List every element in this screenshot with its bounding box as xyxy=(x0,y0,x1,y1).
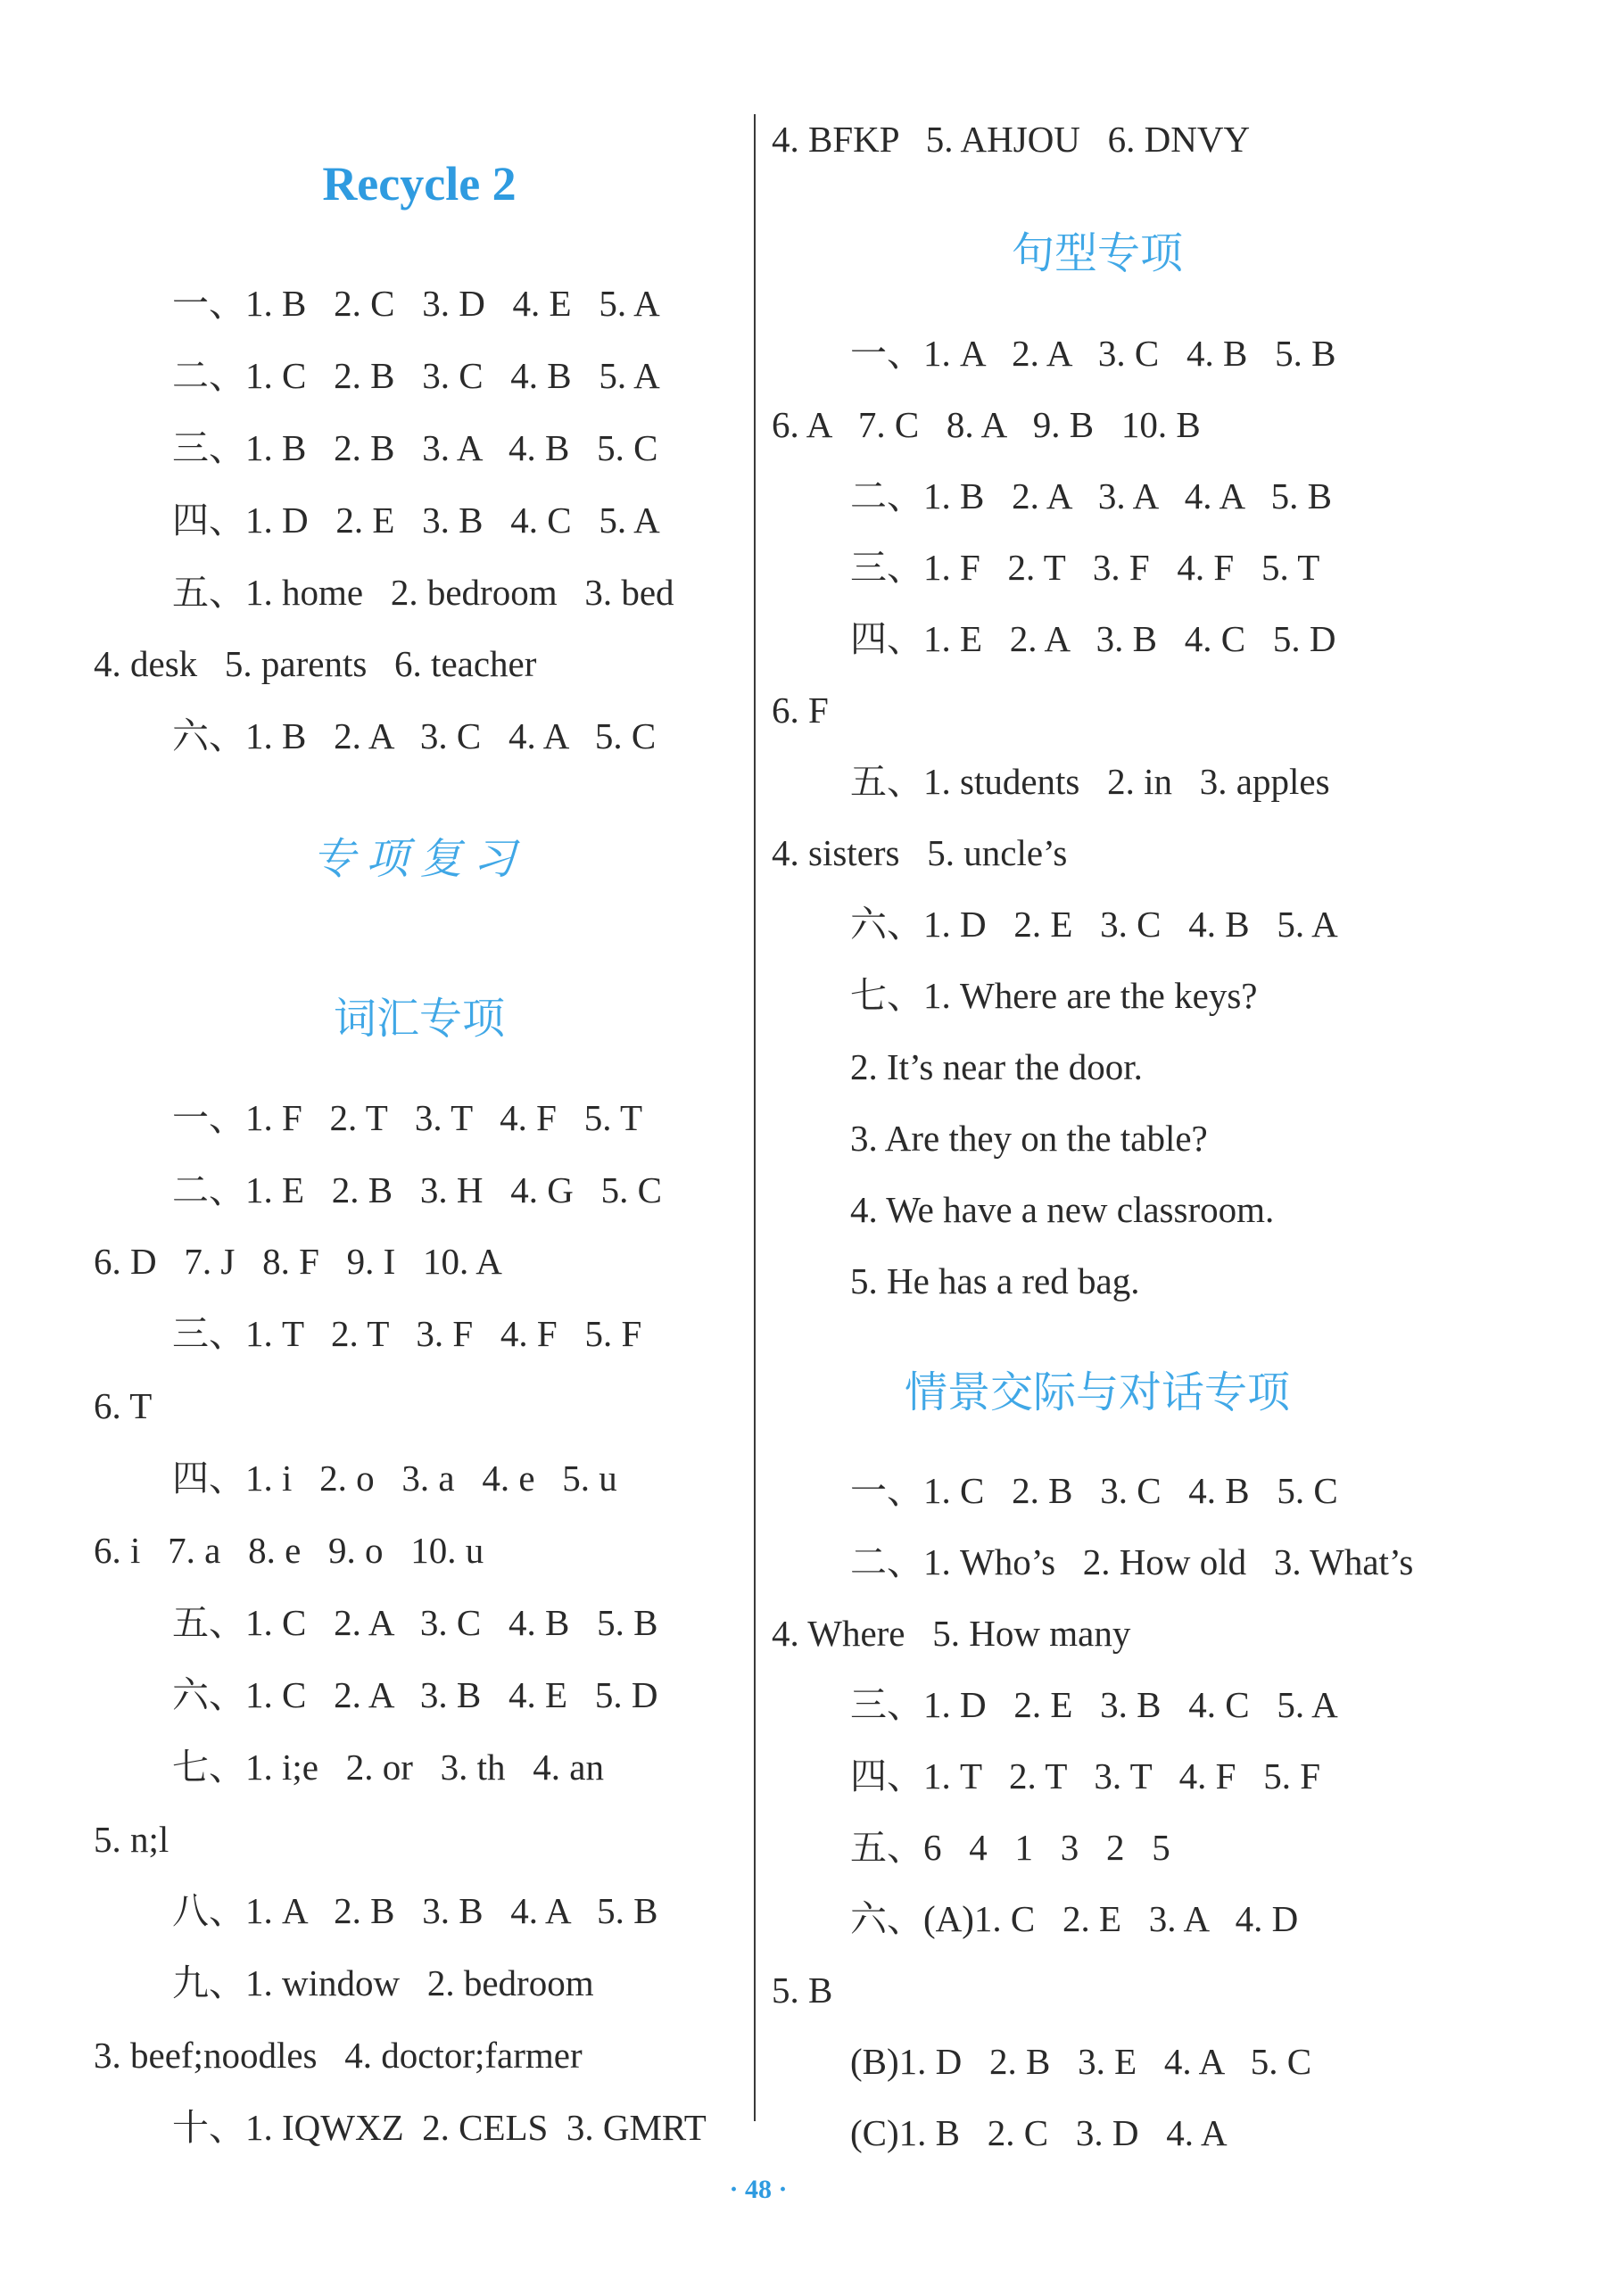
answer-line: 4. desk 5. parents 6. teacher xyxy=(94,643,537,684)
answer-line: 4. Where 5. How many xyxy=(772,1613,1131,1654)
answer-line: 四、1. i 2. o 3. a 4. e 5. u xyxy=(172,1458,617,1499)
answer-line: 一、1. F 2. T 3. T 4. F 5. T xyxy=(172,1097,643,1138)
heading-dialogue: 情景交际与对话专项 xyxy=(904,1367,1290,1417)
answer-line: 九、1. window 2. bedroom xyxy=(172,1962,594,2003)
answer-line: 四、1. D 2. E 3. B 4. C 5. A xyxy=(172,500,660,541)
answer-line: 七、1. i;e 2. or 3. th 4. an xyxy=(172,1747,604,1788)
answer-line: 6. A 7. C 8. A 9. B 10. B xyxy=(772,404,1201,445)
page-number: · 48 · xyxy=(729,2175,788,2204)
answer-line: 6. D 7. J 8. F 9. I 10. A xyxy=(94,1241,502,1282)
column-divider xyxy=(754,114,756,2121)
answer-line: 十、1. IQWXZ 2. CELS 3. GMRT xyxy=(172,2107,707,2148)
answer-line: 4. We have a new classroom. xyxy=(850,1189,1275,1230)
answer-line: 六、1. D 2. E 3. C 4. B 5. A xyxy=(850,904,1338,945)
answer-line: 五、1. students 2. in 3. apples xyxy=(850,761,1330,802)
answer-line: 七、1. Where are the keys? xyxy=(850,975,1258,1016)
answer-line: 六、1. B 2. A 3. C 4. A 5. C xyxy=(172,715,657,756)
answer-line: 八、1. A 2. B 3. B 4. A 5. B xyxy=(172,1890,658,1931)
answer-line: 五、1. C 2. A 3. C 4. B 5. B xyxy=(172,1602,658,1643)
answer-line: 6. F xyxy=(772,690,829,731)
answer-line: 6. i 7. a 8. e 9. o 10. u xyxy=(94,1530,484,1571)
answer-line: 三、1. B 2. B 3. A 4. B 5. C xyxy=(172,427,658,468)
answer-line: (C)1. B 2. C 3. D 4. A xyxy=(850,2112,1228,2153)
answer-line: 二、1. E 2. B 3. H 4. G 5. C xyxy=(172,1169,662,1210)
answer-line: 2. It’s near the door. xyxy=(850,1046,1143,1087)
answer-line: 3. beef;noodles 4. doctor;farmer xyxy=(94,2035,583,2076)
heading-sentence-patterns: 句型专项 xyxy=(1011,228,1183,278)
answer-line: 一、1. B 2. C 3. D 4. E 5. A xyxy=(172,283,660,324)
answer-line: 六、1. C 2. A 3. B 4. E 5. D xyxy=(172,1674,658,1715)
answer-line: 5. He has a red bag. xyxy=(850,1260,1140,1301)
heading-recycle-2: Recycle 2 xyxy=(322,157,517,211)
answer-line: 四、1. E 2. A 3. B 4. C 5. D xyxy=(850,618,1336,659)
answer-line: 一、1. A 2. A 3. C 4. B 5. B xyxy=(850,333,1336,374)
answer-line: (B)1. D 2. B 3. E 4. A 5. C xyxy=(850,2041,1312,2082)
answer-line: 五、6 4 1 3 2 5 xyxy=(850,1827,1170,1868)
answer-line: 4. BFKP 5. AHJOU 6. DNVY xyxy=(772,119,1251,160)
answer-line: 二、1. C 2. B 3. C 4. B 5. A xyxy=(172,355,660,396)
answer-line: 一、1. C 2. B 3. C 4. B 5. C xyxy=(850,1470,1338,1511)
answer-line: 六、(A)1. C 2. E 3. A 4. D xyxy=(850,1898,1299,1939)
answer-line: 3. Are they on the table? xyxy=(850,1118,1208,1159)
answer-line: 二、1. Who’s 2. How old 3. What’s xyxy=(850,1541,1414,1582)
answer-line: 5. n;l xyxy=(94,1819,169,1860)
answer-line: 三、1. T 2. T 3. F 4. F 5. F xyxy=(172,1313,642,1354)
answer-line: 4. sisters 5. uncle’s xyxy=(772,832,1068,873)
heading-special-review: 专项复习 xyxy=(311,834,526,884)
answer-line: 5. B xyxy=(772,1970,833,2011)
answer-line: 三、1. F 2. T 3. F 4. F 5. T xyxy=(850,547,1320,588)
answer-line: 四、1. T 2. T 3. T 4. F 5. F xyxy=(850,1755,1321,1796)
answer-line: 6. T xyxy=(94,1385,153,1426)
answer-line: 五、1. home 2. bedroom 3. bed xyxy=(172,572,674,613)
answer-line: 三、1. D 2. E 3. B 4. C 5. A xyxy=(850,1684,1338,1725)
answer-line: 二、1. B 2. A 3. A 4. A 5. B xyxy=(850,475,1332,516)
heading-vocabulary: 词汇专项 xyxy=(333,994,505,1044)
